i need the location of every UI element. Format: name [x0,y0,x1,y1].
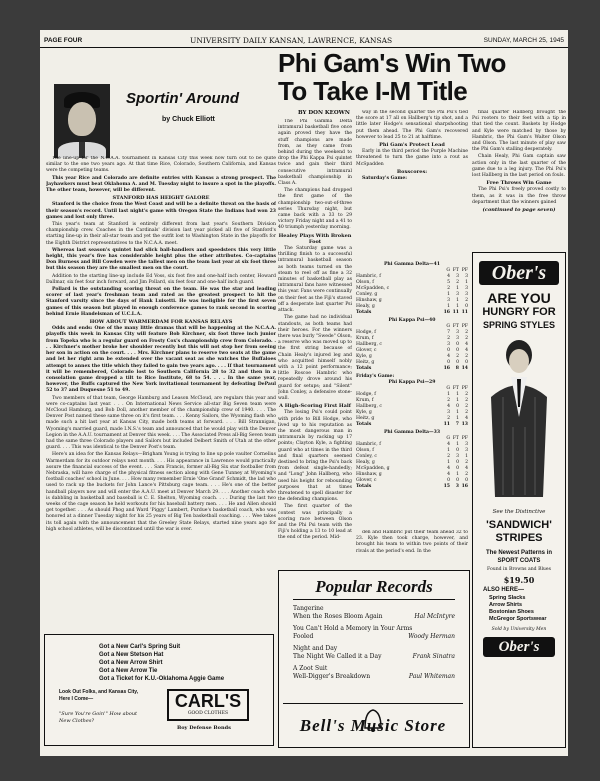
store-name: Bell's Music Store [299,716,447,735]
obers-tagline: ARE YOU HUNGRY FOR SPRING STYLES [482,290,556,330]
story-col-2b: den and Hambric put their team ahead 32 to 23. Kyle then took charge, however, and brought his team to within two points of their rivals at the period's end. In the [356,530,468,554]
obers-colors: Found in Browns and Blues [487,567,551,572]
story-col-3: final quarter Hallberg brought the Psi rooters to their feet with a tip in that tied the count. Baskets by Hodge and Kyle were matched by those by Hambric, the Phi Gam's Walter Olson and Olson. The last minute of play saw the Phi Gam's stalling desperately. Chain Healy, Phi Gam captain saw action only in the last quarter of the game due to a leg injury. The Phi Psi's lost Hallberg in the last period on fouls. Free Throws Win Game The Phi Psi's freely proved costly to them, as it was in the free throw department that the winners gained (continued to page seven) [472,110,566,214]
story-col-1: The Phi Gamma Delta intramural basketball five once again proved they have the stuff champions are made from, as they came from behind during the weekend to drop the Phi Kappa Psi quintet twice and gain their third consecutive intramural basketball championship in Class A. The champions had dropped the first game of the championship two-out-of-three series Thursday night, but came back with a 33 to 29 victory Friday night and a 41 to 40 triumph yesterday morning. Healey Plays With Broken Foot The Saturday game was a thrilling finish to a successful intramural basketball season as both teams turned on the steam to reel off as fine a 32 minutes of basketball play as intramural fans have witnessed this year. Fans were continually on their feet as the Fiji's staved off a desperate last quarter Psi attack. The game had no individual standouts, as both teams had their heroes. For the winners there was burly "Swede" Olson, a reserve who was moved up to the first string because of Chain Healy's injured leg and who acquitted himself nobly with a 12 point performance; little Roscoe Hambric who repeatedly drove around his guard for setups; and "Silent" John Conley, a defensive stone-wall. A High-Scoring First Half The losing Psi's could point with pride to Bill Hodge, who lived up to his reputation as the most dangerous man in intramurals by racking up 17 points; Clayton Kyle, a fighting guard who at times in the third and final quarters seemed destined to bring the Psi's back from defeat single-handedly; and "Long" John Hallberg, who used his height for rebounding purposes that at times threatened to spell disaster for the defending champions. The first quarter of the contest was principally a scoring race between Olson and the Phi Psi team with the Fiji's holding a 13 to 10 lead at the end of the period. Mid- [278,119,352,541]
obers-also: ALSO HERE— [483,587,525,593]
boxscore-3: Phi Kappa Psi—29 G FT PF Hodge, f 1 1 2 Krum, f 2 1 2 Hallberg, c 4 0 2 Kyle, g 3 1 2 Heitz, g 2 1 4 Totals 11 7 13 [356,380,468,427]
paper-name: UNIVERSITY DAILY KANSAN, LAWRENCE, KANSAS [190,36,393,45]
headline-line-2: To Take I-M Title [278,76,468,106]
man-illustration [473,337,565,503]
obers-newest: The Newest Patterns in SPORT COATS [485,550,553,564]
issue-date: SUNDAY, MARCH 25, 1945 [483,37,564,44]
records-divider [293,599,455,600]
boxscore-1: Phi Gamma Delta—41 G FT PF Hambric, f 4 3 3 Olson, f 5 2 1 McSpadden, c 2 1 3 Conley, g 1 3 3 Hinshaw, g 3 1 2 Healy, g 1 1 0 Totals 16 11 11 [356,262,468,315]
carls-slogan: "Sure You're Goin'" How about New Clothes? [59,711,138,724]
column-byline: by Chuck Elliott [162,116,215,123]
obers-logo: Ober's [479,261,559,285]
boxscores [356,262,468,490]
newspaper-page [40,30,568,756]
carls-list: Got a New Carl's Spring Suit Got a New Stetson Hat Got a New Arrow Shirt Got a New Arrow Tie Got a Ticket for K.U.-Oklahoma Aggie Game [99,644,225,682]
obers-product: 'SANDWICH' STRIPES [486,519,552,544]
carls-ad [44,634,274,746]
page-number: PAGE FOUR [44,37,83,44]
carls-look: Look Out Folks, and Kansas City, Here I Come— [59,689,139,702]
column-title: Sportin' Around [126,90,239,107]
obers-logo-bottom: Ober's [483,637,555,657]
headline-line-1: Phi Gam's Win Two [278,48,506,78]
carls-bonds: Boy Defense Bonds [177,725,231,731]
obers-ad [472,252,566,748]
popular-records-ad [278,570,470,748]
carls-logo: CARL'S GOOD CLOTHES [167,689,249,721]
columnist-photo [54,84,110,158]
friday-label: Friday's Game: [356,374,395,379]
record-item: Tangerine When the Roses Bloom Again Hal McIntyre You Can't Hold a Memory in Your Arms Fooled Woody Herman Night and Day The Night We Called it a Day Frank Sinatra A Zoot Suit Well-Digger's Breakdown Paul Whiteman [293,605,455,680]
obers-items: Spring Slacks Arrow Shirts Bostonian Shoes McGregor Sportswear [489,595,547,622]
obers-sold: Sold by University Men [491,627,547,632]
boxscore-2: Phi Kappa Psi—40 G FT PF Hodge, f 7 3 2 Krum, f 2 3 2 Hallberg, c 3 0 4 Glover, c 0 0 4 Kyle, g 4 2 2 Heitz, g 0 0 0 Totals 16 8 14 [356,318,468,371]
sportin-column-text: The line-up for the N.C.A.A. tournament in Kansas City this week now turn out to be quite similar to the one two years ago. At that time Rice, Colorado, Southern California, and Kansas were the competing teams. This year Rice and Colorado are definite entries with Kansas a strong prospect. The Jayhawkers must beat Oklahoma A. and M. Tuesday night to insure a spot in the playoffs. The other team, however, will be different. STANFORD HAS HEIGHT GALORE Stanford is the choice from the West Coast and will be a definite threat on the basis of their season's record. Until last night's game with Oregon State the Indians had won 23 games and lost only three. This year's team at Stanford is entirely different from last year's Southern Division championship crew. Coaches in the Cardinals' division last year picked all five of Stanford's starting line-up in their all-star team and yet the outfit lost to Washington State in the playoffs for the Eighth District representatives to the N.C.A.A. meet. Whereas last season's quintet had slick ball-handlers and speedsters this very little height, this year's five has considerable height plus the other attributes. Co-captains Don Burness and Bill Cowden were the tallest men on the team last year at six foot three but this season they are the smallest men on the court. Addition to the starting line-up include Ed Voss, six foot five and one-half inch center, Howard Dallmar, six feet four inch forward, and Jim Pollard, six feet four and one-half inch guard. Pollard is the outstanding scoring threat on the team. He was the star and leading scorer of last year's freshman team and rated as the greatest prospect to hit the Stanford varsity since the days of Hank Luisetti. He was ineligible for the first seven games of this season but played in enough conference games to rank second in scoring behind Ernie Handelsman of U.C.L.A. HOW ABOUT WARMERDAM FOR KANSAS RELAYS Odds and ends: One of the many little dramas that will be happening at the N.C.A.A. playoffs this week in Kansas City will feature Bob Kirchner, six foot three inch junior from Topeka who is a regular guard on Frosty Cox's championship crew from Colorado. . . . Kirchner's mother broke her shoulder recently but this will not stop her from seeing her son in action on the court. . . . Mrs. Kirchner plans to reserve two seats at the game and let her right arm be extended over the vacant seat as she watches the Buffaloes attempt to annex the title which they failed to gain two years ago. . . . If that tournament it will be remembered, Colorado lost to Southern California 28 to 32 and then in a consolation game dropped a tilt to Rice Institute, 68 to 54. . . . In the same year, however, the Buffs captured the New York invitational tournament by defeating DePaul 52 to 37 and Duquesne 51 to 49. Two members of that team, George Hamburg and Leason McCloud, are regulars this year and were co-captains last year. . . . On International News Service all-star Big Seven team were McCloud Hamburg, and Bob Doll, another member of the championship crew of 1940. . . . The Denver Post named these same three on it's first team. . . . Kenny Sailors, the Wyoming flash who made such a hit last year at Kansas City, made both teams at forward. . . . Bill Strannigan, Wyoming's married guard, made I.N.S.'s team and announced that he would play with the Denver Legion in the A.A.U. tournament at Denver this week. . . . The Associated Press all-Big Seven team had the same three Colorado players and Sailors but included Delbert Smith of Utah at the other guard. . . . This was identical to the Denver Post's team. Here's an idea for the Kansas Relays—Brigham Young is trying to line up pole vaulter Cornelius Warmerdam for its outdoor relays next month. . . . His appearance in Lawrence would practically assure the financial success of the event. . . . Sam Francis, former all-Big Six star footballer from Nebraska, will have charge of the physical fitness section along with Gene Tunney at Wyoming's football coaches' school in June. . . . How many remember Ernie 'One Grand' Schmidt, the lad who used to rack up the buckets for John Lance's Pittsburg cage team. . . . He's one of the better handball players now and will enter the A.A.U. meet at Denver March 29. . . . Another coach who is dabbling in basketball and baseball is C. E. Shelton, Wyoming coach. . . . During the last two weeks of the cage season he held workouts for his baseball battery men. . . . He and Allen should get together. . . . As should Phog and Ward 'Piggy' Lambert, Purdue's basketball coach, who was honored at a dinner Tuesday night for his 25 years of Big Ten basketball coaching. . . . Wee takes its toll again with the announcement that the Greeley State Relays, started nine years ago for high school athletes, will be discontinued until the war is over. [46,156,276,532]
bells-music-store-logo [283,703,463,742]
story-col-2: way in the second quarter the Phi Psi's tied the score at 17 all on Hallberg's tip shot, and a little later Hodge's sensational sharpshooting put them ahead. The Phi Gam's recovered however to lead 25 to 21 at halftime. Phi Gam's Protect Lead Early in the third period the Purple Machine threatened to turn the game into a rout as McSpadden Boxscores: Saturday's Game: [356,110,468,182]
records-title: Popular Records [315,577,433,596]
story-byline: BY DON KEOWN [298,110,350,116]
obers-price: $19.50 [503,575,535,585]
column-header [44,52,276,152]
masthead [40,34,568,46]
boxscore-4: Phi Gamma Delta—33 G FT PF Hambric, f 4 1 3 Olson, f 1 0 3 Conley, c 2 3 1 Healy, g 1 0 2 McSpadden, g 4 0 4 Hinshaw, g 4 1 2 Glover, c 0 0 0 Totals 15 3 16 [356,430,468,489]
main-headline [278,49,568,105]
obers-see: See the Distinctive [492,509,546,515]
